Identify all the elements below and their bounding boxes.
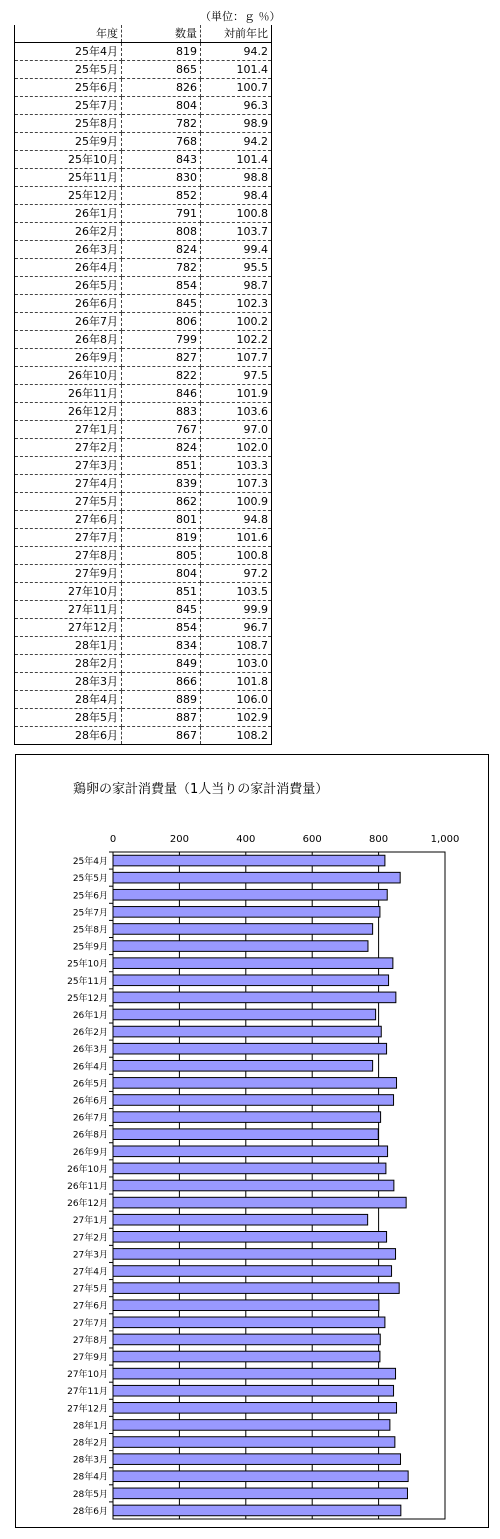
row-year: 25年7月 [15,97,122,115]
row-yoy: 98.8 [201,169,272,187]
row-quantity: 791 [122,205,201,223]
bar [113,1043,387,1054]
y-tick-label: 26年7月 [72,1113,108,1124]
bar [113,1454,401,1465]
x-tick-label: 600 [302,834,322,845]
y-tick-label: 25年7月 [72,908,108,919]
bar [113,1249,396,1260]
y-tick-label: 27年4月 [72,1267,108,1278]
row-year: 27年1月 [15,421,122,439]
bar [113,1385,394,1396]
bar [113,1146,388,1157]
row-quantity: 854 [122,277,201,295]
row-quantity: 854 [122,619,201,637]
row-quantity: 801 [122,511,201,529]
row-yoy: 101.9 [201,385,272,403]
bar [113,1300,379,1311]
row-quantity: 843 [122,151,201,169]
row-quantity: 851 [122,583,201,601]
row-yoy: 108.2 [236,729,268,742]
y-tick-label: 26年10月 [67,1164,108,1175]
row-year: 25年9月 [15,133,122,151]
bar [113,1197,406,1208]
row-yoy: 101.4 [201,61,272,79]
row-yoy: 94.2 [201,133,272,151]
row-quantity: 768 [122,133,201,151]
row-quantity: 887 [122,709,201,727]
row-yoy: 98.7 [201,277,272,295]
row-year: 26年3月 [15,241,122,259]
row-yoy: 100.2 [201,313,272,331]
row-quantity: 804 [122,97,201,115]
row-quantity: 830 [122,169,201,187]
row-year: 26年9月 [15,349,122,367]
y-tick-label: 26年4月 [72,1062,108,1073]
bar [113,958,393,969]
y-tick-label: 25年4月 [72,857,108,868]
row-yoy: 108.7 [201,637,272,655]
bar [113,907,380,918]
y-tick-label: 27年9月 [72,1353,108,1364]
row-year: 27年2月 [15,439,122,457]
bar [113,1317,385,1328]
row-yoy: 101.4 [201,151,272,169]
y-tick-label: 28年6月 [72,1506,108,1517]
row-year: 27年4月 [15,475,122,493]
bar [113,1266,392,1277]
row-year: 26年11月 [15,385,122,403]
row-quantity: 862 [122,493,201,511]
y-tick-label: 27年1月 [72,1216,108,1227]
y-tick-label: 25年5月 [72,874,108,885]
row-year: 25年4月 [15,43,122,61]
bar [113,992,396,1003]
row-year: 27年10月 [15,583,122,601]
y-tick-label: 28年1月 [72,1421,108,1432]
bar [113,1437,395,1448]
y-tick-label: 27年11月 [67,1387,108,1398]
row-year: 28年5月 [15,709,122,727]
y-tick-label: 28年2月 [72,1438,108,1449]
row-year: 26年4月 [15,259,122,277]
y-tick-label: 27年6月 [72,1301,108,1312]
y-tick-label: 26年2月 [72,1028,108,1039]
y-tick-label: 25年6月 [72,891,108,902]
row-yoy: 94.2 [201,43,272,61]
row-year: 27年6月 [15,511,122,529]
row-year: 28年2月 [15,655,122,673]
row-yoy: 94.8 [201,511,272,529]
row-yoy: 98.4 [201,187,272,205]
row-year: 27年5月 [15,493,122,511]
y-tick-label: 25年12月 [67,993,108,1004]
row-quantity: 845 [122,601,201,619]
row-year: 26年1月 [15,205,122,223]
row-quantity: 865 [122,61,201,79]
row-year: 27年3月 [15,457,122,475]
bar [113,1078,397,1089]
x-tick-label: 200 [169,834,189,845]
bar [113,889,387,900]
row-quantity: 852 [122,187,201,205]
bar [113,1095,394,1106]
row-quantity: 799 [122,331,201,349]
row-yoy: 97.0 [201,421,272,439]
row-year: 27年7月 [15,529,122,547]
bar [113,1232,387,1243]
bar [113,1026,381,1037]
x-tick-label: 400 [236,834,256,845]
header-quantity: 数量 [122,25,201,43]
bar [113,924,373,935]
row-yoy: 107.3 [201,475,272,493]
row-year: 27年11月 [15,601,122,619]
bar [113,1368,396,1379]
row-yoy: 95.5 [201,259,272,277]
bar [113,1420,390,1431]
bar [113,1351,380,1362]
bar [113,1283,399,1294]
row-quantity: 883 [122,403,201,421]
row-quantity: 822 [122,367,201,385]
row-year: 26年8月 [15,331,122,349]
chart-title: 鶏卵の家計消費量（1人当りの家計消費量） [73,782,329,797]
row-quantity: 866 [122,673,201,691]
row-quantity: 782 [122,259,201,277]
row-quantity: 824 [122,241,201,259]
row-yoy: 102.3 [201,295,272,313]
row-yoy: 96.3 [201,97,272,115]
row-quantity: 804 [122,565,201,583]
row-yoy: 99.4 [201,241,272,259]
row-yoy: 100.9 [201,493,272,511]
row-year: 27年12月 [15,619,122,637]
row-yoy: 100.8 [201,547,272,565]
y-tick-label: 28年5月 [72,1489,108,1500]
row-quantity: 805 [122,547,201,565]
row-yoy: 102.2 [201,331,272,349]
row-year: 26年2月 [15,223,122,241]
row-quantity: 824 [122,439,201,457]
bar [113,1214,368,1225]
x-tick-label: 1,000 [430,834,460,845]
row-year: 28年4月 [15,691,122,709]
header-year: 年度 [15,25,122,43]
row-yoy: 97.2 [201,565,272,583]
row-year: 25年8月 [15,115,122,133]
row-yoy: 97.5 [201,367,272,385]
row-quantity: 867 [122,727,201,745]
y-tick-label: 26年5月 [72,1079,108,1090]
y-tick-label: 25年8月 [72,925,108,936]
bar [113,1060,373,1071]
row-quantity: 889 [122,691,201,709]
bar [113,1488,407,1499]
row-quantity: 819 [122,43,201,61]
bar [113,941,368,952]
x-tick-label: 800 [369,834,389,845]
bar [113,1163,386,1174]
y-tick-label: 25年9月 [72,942,108,953]
row-quantity: 849 [122,655,201,673]
y-tick-label: 26年3月 [72,1045,108,1056]
y-tick-label: 25年11月 [67,976,108,987]
row-yoy: 101.6 [201,529,272,547]
row-yoy: 96.7 [201,619,272,637]
bar [113,1180,394,1191]
row-yoy: 99.9 [201,601,272,619]
y-tick-label: 25年10月 [67,959,108,970]
bar [113,1403,397,1414]
y-tick-label: 27年3月 [72,1250,108,1261]
row-yoy: 102.9 [201,709,272,727]
y-tick-label: 26年11月 [67,1182,108,1192]
row-quantity: 767 [122,421,201,439]
row-year: 26年5月 [15,277,122,295]
y-tick-label: 26年12月 [67,1199,108,1210]
row-year: 25年10月 [15,151,122,169]
y-tick-label: 26年6月 [72,1096,108,1107]
row-quantity: 827 [122,349,201,367]
bar [113,1505,401,1516]
row-yoy: 107.7 [201,349,272,367]
row-year: 26年10月 [15,367,122,385]
y-tick-label: 27年8月 [72,1335,108,1346]
row-year: 25年6月 [15,79,122,97]
y-tick-label: 26年8月 [72,1130,108,1141]
row-quantity: 845 [122,295,201,313]
y-tick-label: 28年3月 [72,1455,108,1466]
row-quantity: 834 [122,637,201,655]
row-year: 27年9月 [15,565,122,583]
row-quantity: 826 [122,79,201,97]
row-year: 28年6月 [15,727,122,745]
bar [113,1471,408,1482]
row-yoy: 103.0 [201,655,272,673]
row-yoy: 103.7 [201,223,272,241]
unit-label: （単位：ｇ ％） [200,10,281,23]
row-year: 26年12月 [15,403,122,421]
row-quantity: 782 [122,115,201,133]
row-quantity: 808 [122,223,201,241]
row-year: 25年11月 [15,169,122,187]
row-yoy: 100.8 [201,205,272,223]
row-yoy: 100.7 [201,79,272,97]
row-year: 25年12月 [15,187,122,205]
row-quantity: 806 [122,313,201,331]
bar [113,975,389,986]
y-tick-label: 27年5月 [72,1284,108,1295]
row-yoy: 102.0 [201,439,272,457]
row-yoy: 106.0 [201,691,272,709]
y-tick-label: 26年1月 [72,1010,108,1021]
y-tick-label: 27年10月 [67,1370,108,1381]
bar [113,1129,378,1140]
y-tick-label: 28年4月 [72,1472,108,1483]
row-year: 26年6月 [15,295,122,313]
row-quantity: 851 [122,457,201,475]
bar [113,1334,380,1345]
row-yoy: 103.6 [201,403,272,421]
row-yoy: 103.5 [201,583,272,601]
row-quantity: 846 [122,385,201,403]
y-tick-label: 27年12月 [67,1404,108,1415]
bar [113,1009,376,1020]
y-tick-label: 27年7月 [72,1318,108,1329]
row-year: 26年7月 [15,313,122,331]
row-quantity: 819 [122,529,201,547]
row-year: 27年8月 [15,547,122,565]
bar [113,872,400,883]
row-yoy: 98.9 [201,115,272,133]
row-yoy: 103.3 [201,457,272,475]
bar [113,855,385,866]
x-tick-label: 0 [109,834,117,845]
bar [113,1112,381,1123]
y-tick-label: 27年2月 [72,1233,108,1244]
row-year: 28年3月 [15,673,122,691]
row-yoy: 101.8 [201,673,272,691]
y-tick-label: 26年9月 [72,1147,108,1158]
header-yoy: 対前年比 [201,25,272,43]
row-quantity: 839 [122,475,201,493]
row-year: 25年5月 [15,61,122,79]
row-year: 28年1月 [15,637,122,655]
